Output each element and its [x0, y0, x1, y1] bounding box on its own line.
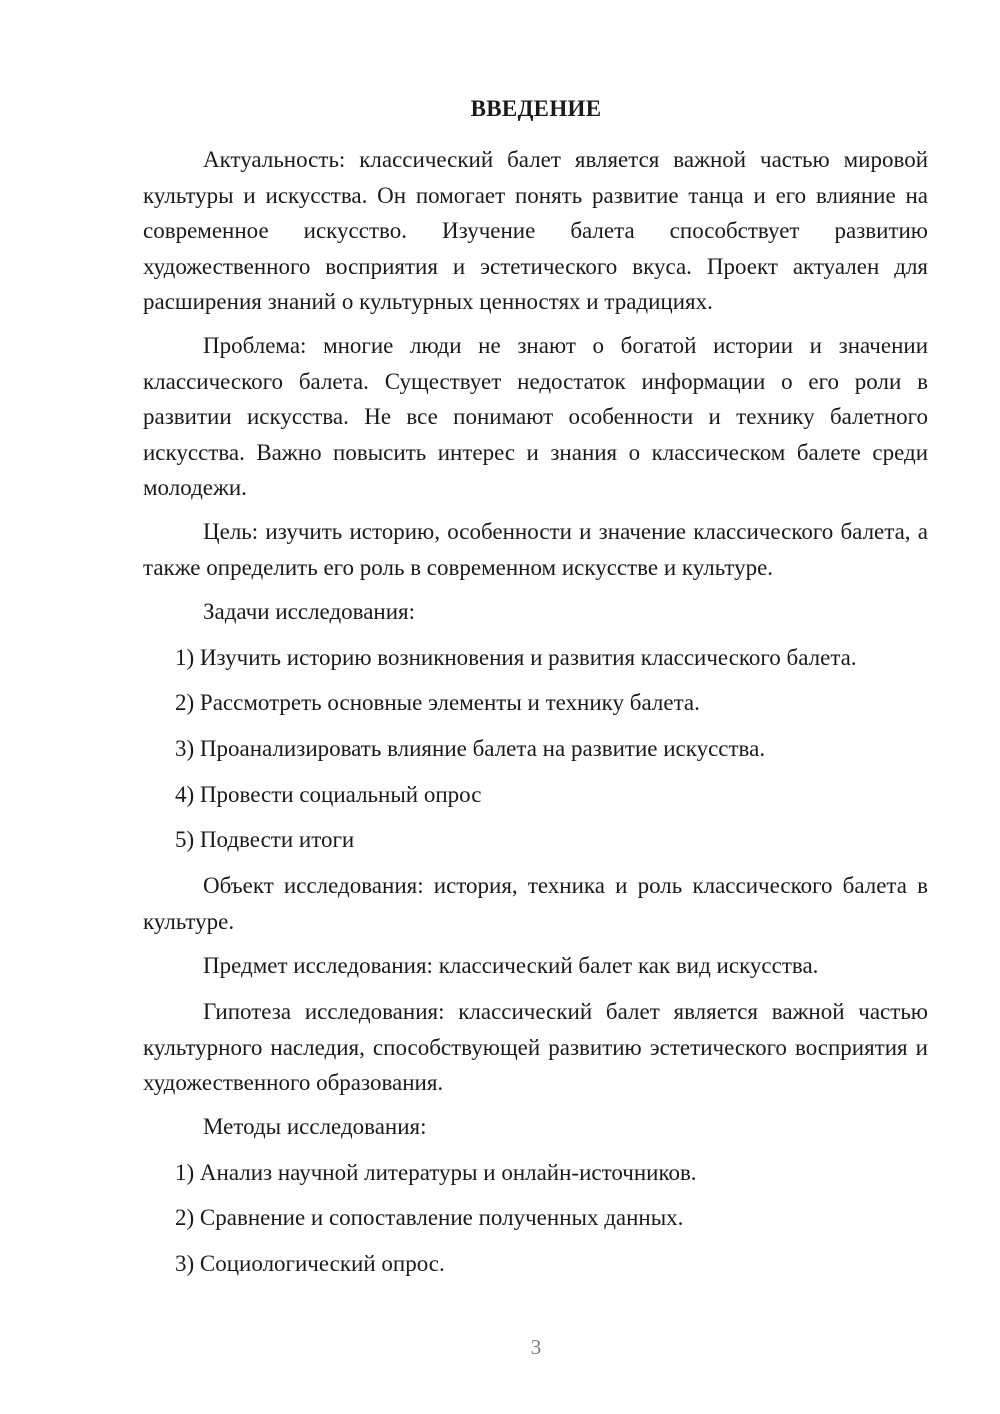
tasks-heading: Задачи исследования:	[203, 599, 416, 624]
task-item: 2) Рассмотреть основные элементы и технику балета.	[175, 690, 700, 715]
task-item: 4) Провести социальный опрос	[175, 782, 482, 807]
relevance-paragraph: Актуальность: классический балет является важной частью мировой культуры и искусства. Он помогает понять развитие танца и его влияние на современное искусство. Изучение балета способствует развитию художественного восприятия и эстетического вкуса. Проект актуален для расширения знаний о культурных ценностях и традициях.	[143, 147, 928, 314]
task-item: 5) Подвести итоги	[175, 827, 355, 852]
object-paragraph: Объект исследования: история, техника и роль классического балета в культуре.	[143, 873, 928, 934]
method-item: 2) Сравнение и сопоставление полученных данных.	[175, 1205, 684, 1230]
goal-paragraph: Цель: изучить историю, особенности и значение классического балета, а также определить его роль в современном искусстве и культуре.	[143, 519, 928, 580]
hypothesis-paragraph: Гипотеза исследования: классический балет является важной частью культурного наследия, способствующей развитию эстетического восприятия и художественного образования.	[143, 999, 928, 1095]
subject-paragraph: Предмет исследования: классический балет как вид искусства.	[203, 953, 819, 978]
problem-paragraph: Проблема: многие люди не знают о богатой истории и значении классического балета. Существует недостаток информации о его роли в развитии искусства. Не все понимают особенности и технику балетного искусства. Важно повысить интерес и знания о классическом балете среди молодежи.	[143, 333, 928, 500]
page-title: ВВЕДЕНИЕ	[470, 96, 602, 121]
method-item: 3) Социологический опрос.	[175, 1251, 445, 1276]
task-item: 3) Проанализировать влияние балета на развитие искусства.	[175, 736, 766, 761]
task-item: 1) Изучить историю возникновения и развития классического балета.	[175, 645, 857, 670]
page-number: 3	[530, 1335, 542, 1359]
method-item: 1) Анализ научной литературы и онлайн-источников.	[175, 1160, 697, 1185]
methods-heading: Методы исследования:	[203, 1114, 427, 1139]
